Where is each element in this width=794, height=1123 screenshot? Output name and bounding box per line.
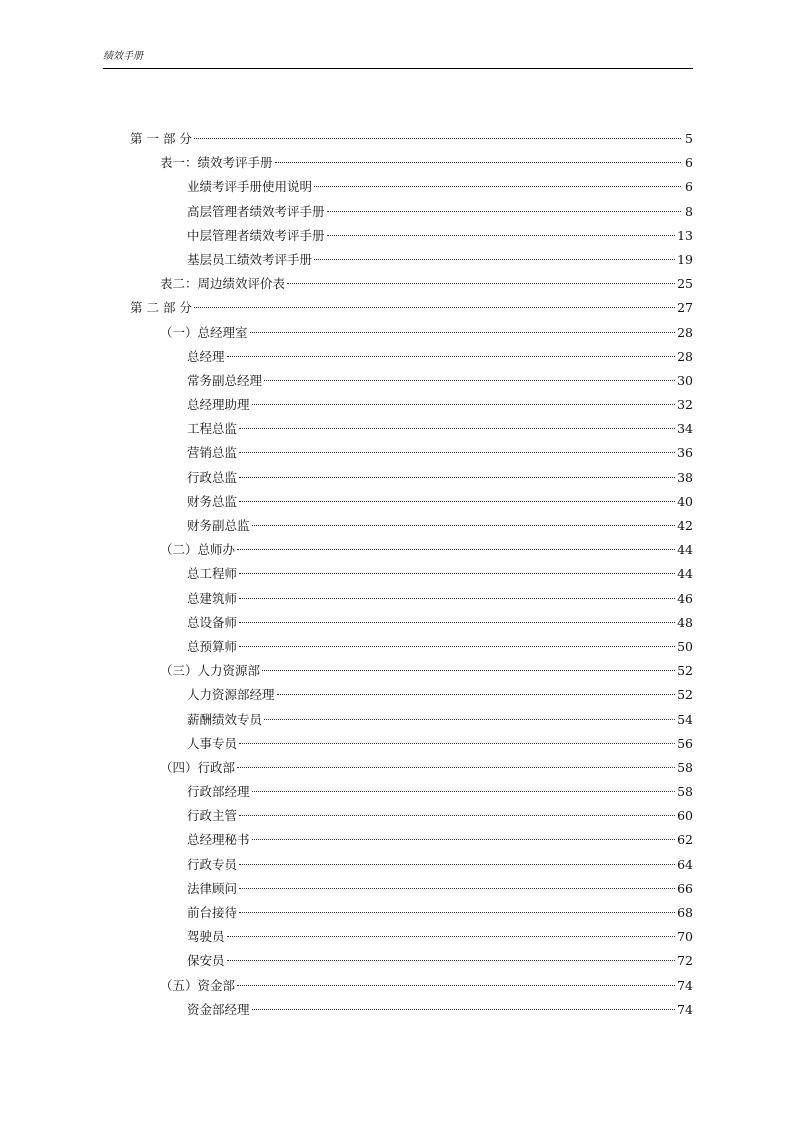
toc-leader-dots (277, 694, 676, 695)
toc-entry-page: 5 (685, 131, 693, 146)
toc-entry-page: 48 (677, 614, 693, 630)
toc-entry[interactable] (130, 272, 693, 296)
toc-leader-dots (239, 743, 675, 744)
toc-leader-dots (227, 936, 676, 937)
toc-entry[interactable] (130, 393, 693, 417)
toc-leader-dots (287, 283, 675, 284)
toc-leader-dots (239, 452, 675, 453)
toc-entry[interactable] (130, 756, 693, 780)
toc-entry-label: 基层员工绩效考评手册 (187, 251, 313, 267)
toc-entry-label: （四）行政部 (160, 759, 236, 775)
toc-leader-dots (264, 719, 675, 720)
header-title: 绩效手册 (103, 51, 143, 62)
toc-entry[interactable] (130, 321, 693, 345)
toc-entry-label: （五）资金部 (160, 977, 236, 993)
toc-entry[interactable] (130, 490, 693, 514)
toc-entry-label: 营销总监 (187, 445, 238, 461)
toc-leader-dots (327, 211, 681, 212)
toc-entry-label: 总经理秘书 (187, 832, 250, 848)
toc-entry-label: 中层管理者绩效考评手册 (187, 227, 325, 243)
toc-leader-dots (252, 525, 676, 526)
toc-entry[interactable] (130, 780, 693, 804)
toc-entry-label: 高层管理者绩效考评手册 (187, 203, 325, 219)
toc-entry[interactable] (130, 514, 693, 538)
toc-entry[interactable] (130, 998, 693, 1022)
toc-entry[interactable] (130, 369, 693, 393)
toc-entry-page: 52 (677, 687, 693, 703)
toc-entry[interactable] (130, 417, 693, 441)
toc-entry-label: 行政专员 (187, 856, 238, 872)
toc-entry-label: 行政总监 (187, 469, 238, 485)
toc-entry-label: 财务总监 (187, 493, 238, 509)
toc-leader-dots (264, 380, 675, 381)
toc-entry-label: 总建筑师 (187, 590, 238, 606)
toc-leader-dots (237, 985, 675, 986)
toc-entry[interactable] (130, 200, 693, 224)
toc-entry[interactable] (130, 538, 693, 562)
toc-entry[interactable] (130, 562, 693, 586)
toc-entry-label: 保安员 (187, 953, 225, 969)
toc-entry-page: 13 (677, 227, 693, 243)
toc-leader-dots (239, 888, 675, 889)
toc-entry-page: 72 (677, 953, 693, 969)
table-of-contents (130, 127, 693, 1022)
toc-entry-page: 6 (685, 179, 693, 195)
toc-entry[interactable] (130, 683, 693, 707)
toc-entry-page: 27 (677, 300, 693, 316)
toc-entry-page: 8 (685, 203, 693, 219)
toc-entry-label: 薪酬绩效专员 (187, 711, 263, 727)
toc-entry-label: 总设备师 (187, 614, 238, 630)
toc-entry-page: 44 (677, 542, 693, 558)
toc-entry-label: 表一：绩效考评手册 (160, 155, 273, 171)
toc-entry-page: 32 (677, 397, 693, 413)
toc-leader-dots (239, 501, 675, 502)
toc-entry[interactable] (130, 732, 693, 756)
toc-entry[interactable] (130, 248, 693, 272)
toc-leader-dots (314, 186, 681, 187)
toc-entry-page: 62 (677, 832, 693, 848)
toc-entry-label: 业绩考评手册使用说明 (187, 179, 313, 195)
toc-leader-dots (227, 960, 676, 961)
toc-entry-label: 常务副总经理 (187, 372, 263, 388)
toc-leader-dots (239, 477, 675, 478)
toc-entry-label: 驾驶员 (187, 929, 225, 945)
toc-entry-label: 前台接待 (187, 905, 238, 920)
toc-entry[interactable] (130, 611, 693, 635)
toc-entry-page: 25 (677, 276, 693, 292)
toc-entry-page: 58 (677, 759, 693, 775)
toc-leader-dots (237, 549, 675, 550)
toc-entry[interactable] (130, 224, 693, 248)
toc-entry[interactable] (130, 659, 693, 683)
toc-entry-label: 表二：周边绩效评价表 (160, 276, 286, 292)
toc-leader-dots (227, 356, 676, 357)
toc-entry-label: 财务副总监 (187, 518, 250, 533)
toc-entry[interactable] (130, 127, 693, 151)
toc-entry-page: 70 (677, 929, 693, 945)
toc-entry[interactable] (130, 853, 693, 877)
toc-entry-page: 52 (677, 663, 693, 679)
toc-entry[interactable] (130, 345, 693, 369)
toc-entry-page: 36 (677, 445, 693, 461)
toc-entry-page: 60 (677, 808, 693, 824)
toc-leader-dots (252, 1009, 676, 1010)
toc-leader-dots (239, 598, 675, 599)
toc-entry[interactable] (130, 804, 693, 828)
toc-entry-label: 工程总监 (187, 421, 238, 437)
toc-leader-dots (250, 332, 676, 333)
toc-entry-page: 56 (677, 735, 693, 751)
toc-entry-page: 64 (677, 856, 693, 872)
toc-entry-label: 行政部经理 (187, 784, 250, 800)
toc-entry-page: 58 (677, 784, 693, 800)
toc-entry[interactable] (130, 151, 693, 175)
toc-entry-page: 74 (677, 977, 693, 993)
toc-entry-label: 总工程师 (187, 566, 238, 582)
toc-entry-label: 资金部经理 (187, 1001, 250, 1017)
toc-entry[interactable] (130, 901, 693, 925)
toc-entry-label: （三）人力资源部 (160, 663, 261, 679)
toc-entry[interactable] (130, 708, 693, 732)
toc-entry-page: 38 (677, 469, 693, 485)
toc-leader-dots (239, 622, 675, 623)
toc-entry[interactable] (130, 974, 693, 998)
toc-leader-dots (252, 404, 676, 405)
toc-entry-label: 总经理助理 (187, 397, 250, 413)
toc-entry-label: （一）总经理室 (160, 324, 248, 340)
toc-leader-dots (314, 259, 675, 260)
toc-leader-dots (262, 670, 675, 671)
toc-leader-dots (194, 138, 681, 139)
toc-leader-dots (252, 791, 676, 792)
toc-entry-label: 人事专员 (187, 735, 238, 751)
toc-entry-label: （二）总师办 (160, 542, 236, 558)
toc-entry[interactable] (130, 587, 693, 611)
toc-entry-page: 66 (677, 880, 693, 896)
toc-leader-dots (275, 162, 681, 163)
toc-entry-label: 法律顾问 (187, 880, 238, 896)
toc-leader-dots (239, 864, 675, 865)
toc-leader-dots (239, 646, 675, 647)
toc-leader-dots (239, 815, 675, 816)
toc-leader-dots (239, 573, 675, 574)
toc-entry-label: 总预算师 (187, 638, 238, 654)
toc-entry-label: 人力资源部经理 (187, 687, 275, 703)
toc-entry-label: 第 二 部 分 (130, 300, 192, 316)
toc-entry[interactable] (130, 441, 693, 465)
toc-entry-page: 46 (677, 590, 693, 606)
toc-leader-dots (194, 307, 675, 308)
toc-entry-page: 50 (677, 638, 693, 654)
toc-entry[interactable] (130, 949, 693, 973)
toc-leader-dots (327, 235, 676, 236)
toc-leader-dots (237, 767, 675, 768)
toc-entry[interactable] (130, 925, 693, 949)
toc-entry-label: 总经理 (187, 348, 225, 364)
toc-leader-dots (239, 428, 675, 429)
toc-entry[interactable] (130, 175, 693, 199)
toc-entry-page: 30 (677, 372, 693, 388)
toc-entry[interactable] (130, 296, 693, 320)
toc-entry-page: 34 (677, 421, 693, 437)
toc-entry-page: 54 (677, 711, 693, 727)
toc-entry-label: 行政主管 (187, 808, 238, 824)
toc-leader-dots (239, 912, 675, 913)
toc-entry-page: 40 (677, 493, 693, 509)
toc-entry-page: 19 (677, 251, 693, 267)
toc-entry-page: 68 (677, 905, 693, 920)
toc-entry[interactable] (130, 828, 693, 852)
toc-entry-page: 28 (677, 324, 693, 340)
page-header (103, 50, 693, 69)
toc-entry[interactable] (130, 877, 693, 901)
toc-entry[interactable] (130, 466, 693, 490)
toc-entry-page: 44 (677, 566, 693, 582)
toc-entry-page: 28 (677, 348, 693, 364)
toc-entry[interactable] (130, 635, 693, 659)
toc-entry-page: 6 (685, 155, 693, 171)
toc-entry-label: 第 一 部 分 (130, 131, 192, 146)
toc-leader-dots (252, 839, 676, 840)
toc-entry-page: 74 (677, 1001, 693, 1017)
toc-entry-page: 42 (677, 518, 693, 533)
